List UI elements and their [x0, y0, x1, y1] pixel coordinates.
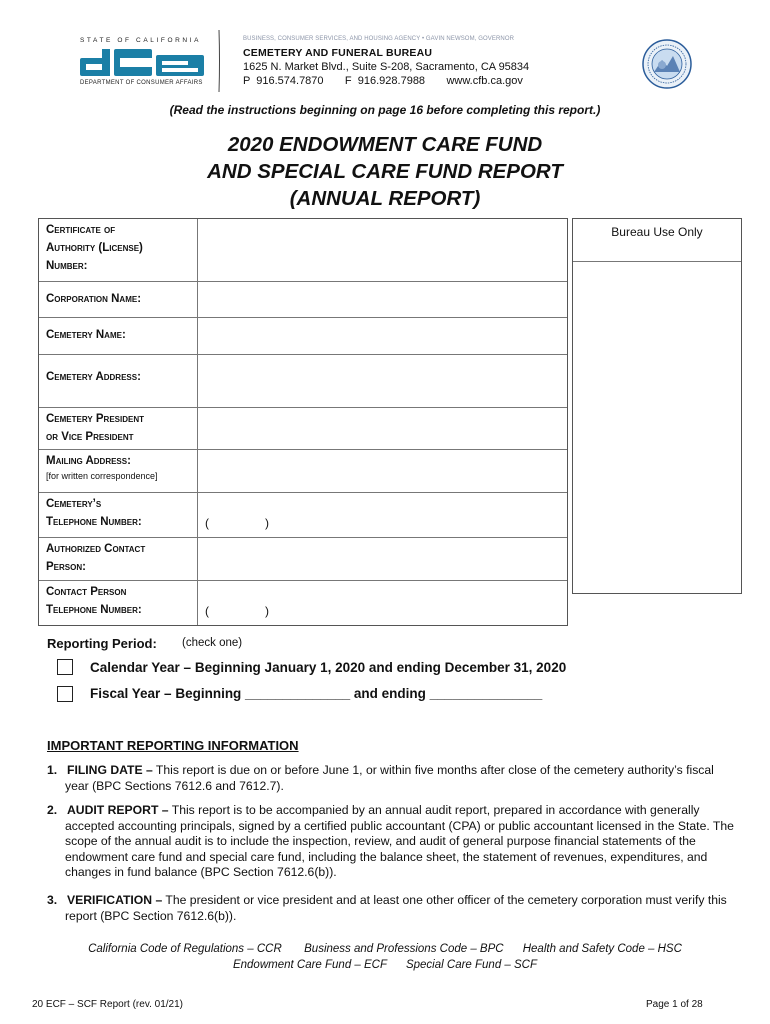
- label-line: Cemetery Address:: [46, 371, 141, 383]
- mailing-address-note: [for written correspondence]: [46, 471, 158, 481]
- item-text: This report is to be accompanied by an annual audit report, prepared in accordance with generally accepted accounting principals, signed by a certified public accountant (CPA) or public accountant licensed in the State. The scope of the annual audit is to include the inspection, review, and audit of general purpose financial statements of the endowment care fund and special care fund, including the balance sheet, the statement of revenues, expenditures, and changes in fund balance (BPC Section 7612.6(b)).: [65, 803, 734, 879]
- bureau-name: CEMETERY AND FUNERAL BUREAU: [243, 47, 433, 59]
- label-line: Telephone Number:: [46, 604, 142, 616]
- calendar-year-checkbox[interactable]: [57, 659, 73, 675]
- filing-date-item: [47, 763, 737, 794]
- item-lead: VERIFICATION –: [67, 893, 163, 907]
- cemetery-telephone-field[interactable]: [198, 493, 567, 537]
- form-row-license-number: [39, 219, 567, 281]
- contact-telephone-field[interactable]: [198, 581, 567, 625]
- form-row-cemetery-president: [39, 407, 567, 449]
- label-line: Corporation Name:: [46, 293, 142, 305]
- label-line: Certificate of: [46, 224, 116, 236]
- authorized-contact-label: [39, 538, 198, 580]
- item-text: This report is due on or before June 1, or within five months after close of the cemetery authority’s fiscal year (BPC Sections 7612.6 and 7612.7).: [65, 763, 714, 793]
- cemetery-address-label: [39, 355, 198, 407]
- form-row-cemetery-telephone: [39, 492, 567, 537]
- report-title-line-1: 2020 ENDOWMENT CARE FUND: [227, 133, 543, 156]
- form-row-cemetery-address: [39, 354, 567, 407]
- page-number: Page 1 of 28: [646, 999, 703, 1010]
- cemetery-president-label: [39, 408, 198, 449]
- report-title-line-3: (ANNUAL REPORT): [289, 187, 481, 210]
- cemetery-telephone-label: [39, 493, 198, 537]
- fiscal-year-checkbox[interactable]: [57, 686, 73, 702]
- dca-logo: [80, 49, 205, 76]
- area-code-close-paren: ): [265, 604, 269, 618]
- area-code-open-paren: (: [205, 516, 209, 530]
- agency-line: BUSINESS, CONSUMER SERVICES, AND HOUSING AGENCY • GAVIN NEWSOM, GOVERNOR: [243, 36, 515, 42]
- department-of-consumer-affairs-text: DEPARTMENT OF CONSUMER AFFAIRS: [80, 80, 203, 86]
- important-info-heading: IMPORTANT REPORTING INFORMATION: [47, 738, 299, 753]
- label-line: Contact Person: [46, 586, 127, 598]
- form-revision-footer: 20 ECF – SCF Report (rev. 01/21): [32, 999, 183, 1010]
- bureau-address: 1625 N. Market Blvd., Suite S-208, Sacramento, CA 95834: [243, 61, 530, 73]
- label-line: Mailing Address:: [46, 455, 131, 467]
- cemetery-name-label: [39, 318, 198, 354]
- fiscal-year-option: Fiscal Year – Beginning ______________ and ending _______________: [90, 686, 543, 701]
- label-line: Number:: [46, 260, 88, 272]
- item-number: 1.: [47, 763, 58, 777]
- form-row-cemetery-name: [39, 317, 567, 354]
- license-info-form: [38, 218, 568, 626]
- mailing-address-field[interactable]: [198, 450, 567, 492]
- label-line: Authority (License): [46, 242, 143, 254]
- label-line: Authorized Contact: [46, 543, 146, 555]
- report-title-line-2: AND SPECIAL CARE FUND REPORT: [207, 160, 563, 183]
- label-line: or Vice President: [46, 431, 134, 443]
- item-text: The president or vice president and at least one other officer of the cemetery corporation must verify this report (BPC Section 7612.6(b)).: [65, 893, 727, 923]
- state-seal-icon: [642, 38, 692, 90]
- cemetery-address-field[interactable]: [198, 355, 567, 407]
- form-row-mailing-address: [39, 449, 567, 492]
- instructions-note: (Read the instructions beginning on page 16 before completing this report.): [169, 103, 601, 117]
- label-line: Telephone Number:: [46, 516, 142, 528]
- form-row-contact-telephone: [39, 580, 567, 625]
- corporation-name-label: [39, 282, 198, 317]
- reporting-period-label: Reporting Period:: [47, 636, 157, 651]
- item-number: 3.: [47, 893, 58, 907]
- authorized-contact-field[interactable]: [198, 538, 567, 580]
- bureau-phone-line: P 916.574.7870 F 916.928.7988 www.cfb.ca.gov: [243, 75, 523, 87]
- item-lead: FILING DATE –: [67, 763, 153, 777]
- label-line: Person:: [46, 561, 86, 573]
- contact-telephone-label: [39, 581, 198, 625]
- label-line: Cemetery’s: [46, 498, 102, 510]
- cemetery-president-field[interactable]: [198, 408, 567, 449]
- label-line: Cemetery Name:: [46, 329, 126, 341]
- area-code-open-paren: (: [205, 604, 209, 618]
- state-of-california-text: STATE OF CALIFORNIA: [80, 37, 202, 44]
- item-lead: AUDIT REPORT –: [67, 803, 169, 817]
- header-divider: [218, 30, 220, 92]
- bureau-use-only-box: [572, 218, 742, 594]
- mailing-address-label: [39, 450, 198, 492]
- form-row-corporation-name: [39, 281, 567, 317]
- license-number-label: [39, 219, 198, 281]
- label-line: Cemetery President: [46, 413, 144, 425]
- reporting-period-note: (check one): [182, 637, 243, 649]
- verification-item: [47, 893, 737, 924]
- cemetery-name-field[interactable]: [198, 318, 567, 354]
- bureau-use-only-label: Bureau Use Only: [573, 219, 741, 262]
- license-number-field[interactable]: [198, 219, 567, 281]
- code-abbreviations-line-2: Endowment Care Fund – ECF Special Care Fund – SCF: [232, 959, 538, 971]
- corporation-name-field[interactable]: [198, 282, 567, 317]
- item-number: 2.: [47, 803, 58, 817]
- form-row-authorized-contact: [39, 537, 567, 580]
- area-code-close-paren: ): [265, 516, 269, 530]
- audit-report-item: [47, 803, 737, 881]
- code-abbreviations-line-1: California Code of Regulations – CCR Business and Professions Code – BPC Health and Safety Code – HSC: [88, 943, 682, 955]
- calendar-year-option: Calendar Year – Beginning January 1, 2020 and ending December 31, 2020: [90, 660, 567, 675]
